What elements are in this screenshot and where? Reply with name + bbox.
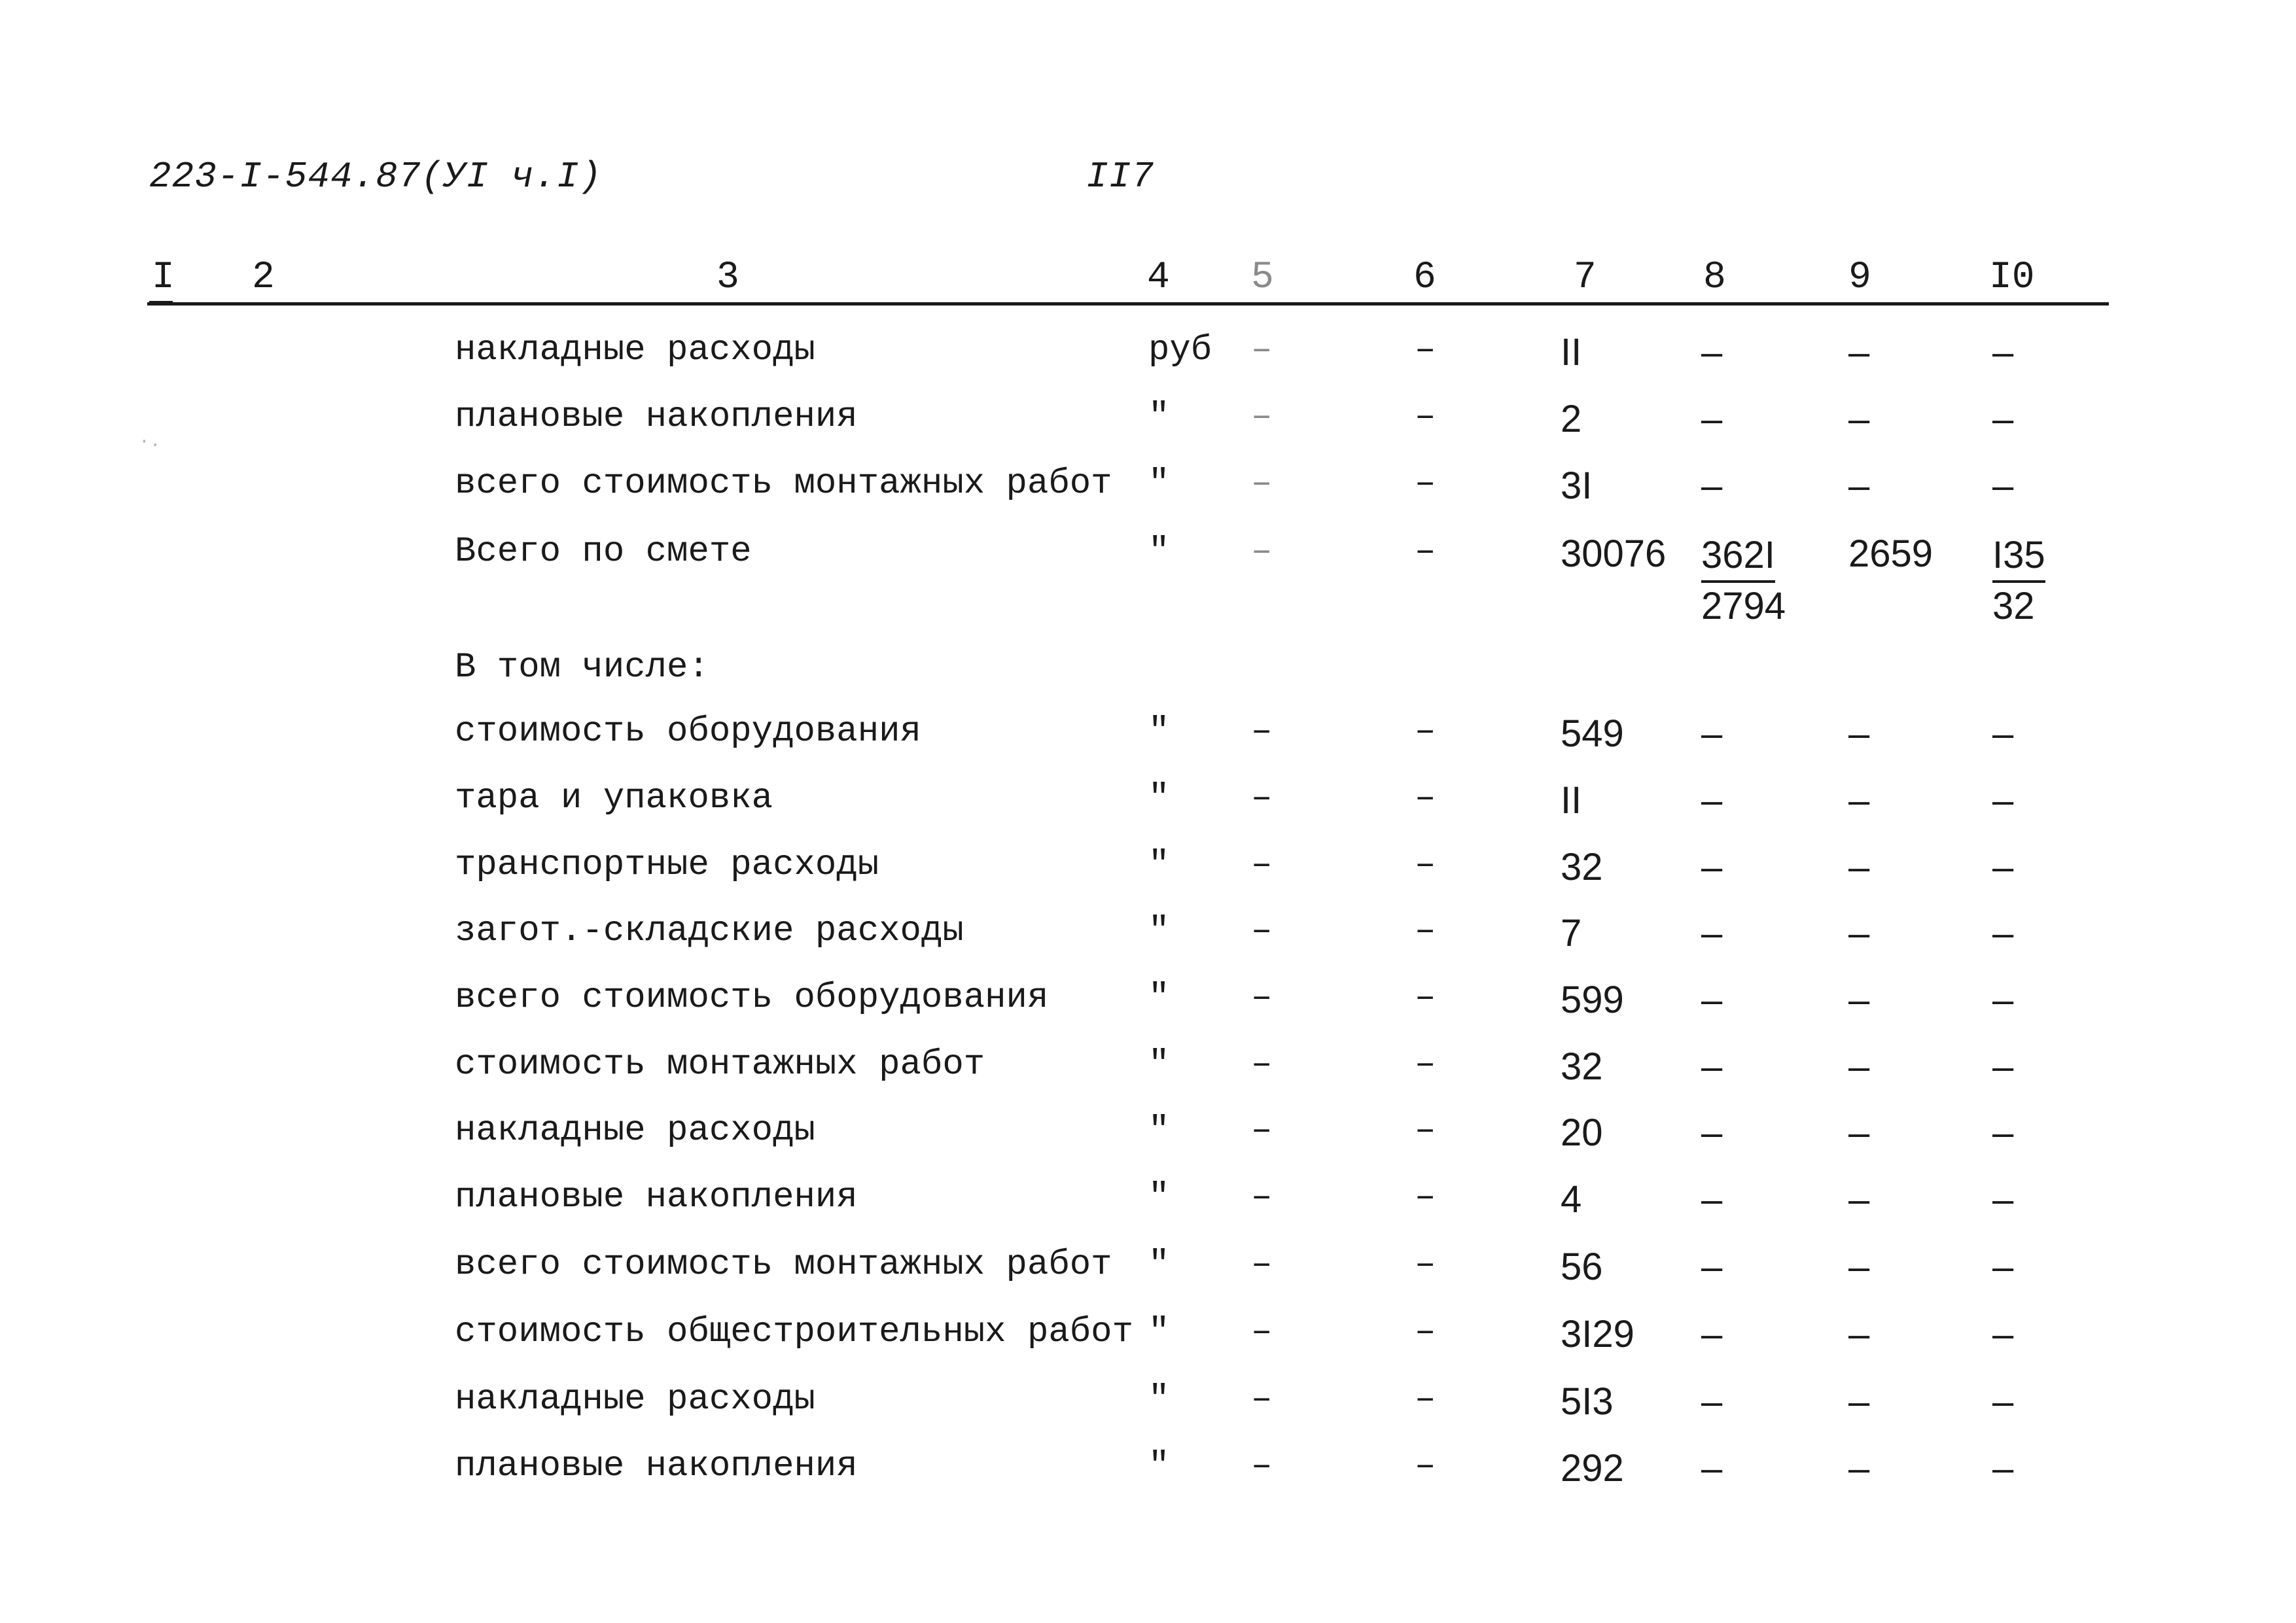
- item-name: всего стоимость оборудования: [455, 978, 1049, 1018]
- col8-value: –: [1701, 779, 1723, 822]
- col8-value: –: [1701, 912, 1723, 954]
- table-row-total: [0, 532, 2296, 630]
- table-row: [0, 1312, 2296, 1371]
- col5-value: –: [1251, 1111, 1273, 1151]
- col5-value: –: [1251, 778, 1273, 818]
- col5-value: –: [1251, 532, 1273, 572]
- col9-value: –: [1848, 846, 1870, 888]
- table-row: [0, 397, 2296, 456]
- item-name: накладные расходы: [455, 1111, 815, 1151]
- col10-value: –: [1992, 712, 2014, 755]
- col9-value: –: [1848, 464, 1870, 507]
- table-row: [0, 1178, 2296, 1236]
- table-row: [0, 845, 2296, 904]
- col7-value: 292: [1561, 1447, 1624, 1490]
- unit: ": [1148, 978, 1170, 1018]
- col8-value: –: [1701, 398, 1723, 440]
- unit: ": [1148, 778, 1170, 818]
- col10-value: –: [1992, 331, 2014, 374]
- column-header-8: 8: [1703, 256, 1726, 299]
- col7-value: II: [1561, 331, 1582, 374]
- unit: ": [1148, 1178, 1170, 1217]
- col8-value: –: [1701, 1111, 1723, 1154]
- col6-value: –: [1415, 1446, 1436, 1486]
- col10-value: –: [1992, 1380, 2014, 1423]
- table-row: [0, 1245, 2296, 1304]
- col8-value: –: [1701, 1045, 1723, 1088]
- item-name: стоимость оборудования: [455, 712, 921, 752]
- column-header-6: 6: [1413, 256, 1436, 299]
- col6-value: –: [1415, 532, 1436, 572]
- unit: ": [1148, 397, 1170, 437]
- item-name: всего стоимость монтажных работ: [455, 464, 1112, 504]
- unit: ": [1148, 1111, 1170, 1151]
- col9-value: –: [1848, 979, 1870, 1021]
- col9-value: –: [1848, 912, 1870, 954]
- col5-value: –: [1251, 330, 1273, 370]
- section-heading: В том числе:: [455, 648, 709, 688]
- col10-value: –: [1992, 1447, 2014, 1490]
- unit: руб: [1148, 330, 1212, 370]
- col5-value: –: [1251, 1045, 1273, 1085]
- col8-value: –: [1701, 464, 1723, 507]
- col7-value: 5I3: [1561, 1380, 1614, 1423]
- item-name: тара и упаковка: [455, 778, 773, 818]
- col7-value: 3I29: [1561, 1313, 1634, 1355]
- column-header-5: 5: [1251, 256, 1274, 299]
- col9-value: –: [1848, 1111, 1870, 1154]
- col5-value: –: [1251, 978, 1273, 1018]
- item-name: Всего по смете: [455, 532, 752, 572]
- col7-value: 32: [1561, 846, 1603, 888]
- col7-value: 32: [1561, 1045, 1603, 1088]
- unit: ": [1148, 1045, 1170, 1085]
- col9-value: –: [1848, 712, 1870, 755]
- col6-value: –: [1415, 464, 1436, 504]
- table-row: [0, 712, 2296, 771]
- item-name: загот.-складские расходы: [455, 911, 964, 951]
- table-row: [0, 1446, 2296, 1505]
- item-name: плановые накопления: [455, 1178, 858, 1217]
- table-row: [0, 330, 2296, 389]
- col8-value: –: [1701, 1313, 1723, 1355]
- unit: ": [1148, 712, 1170, 752]
- col8-value: –: [1701, 979, 1723, 1021]
- col7-value: 2: [1561, 398, 1582, 440]
- col10-numerator: I35: [1992, 532, 2045, 583]
- scan-artifact: ·.: [139, 432, 161, 452]
- col5-value: –: [1251, 911, 1273, 951]
- col6-value: –: [1415, 845, 1436, 885]
- column-header-4: 4: [1147, 256, 1170, 299]
- col9-value: –: [1848, 1045, 1870, 1088]
- col6-value: –: [1415, 778, 1436, 818]
- col5-value: –: [1251, 1380, 1273, 1420]
- col8-value: –: [1701, 1380, 1723, 1423]
- item-name: стоимость общестроительных работ: [455, 1312, 1133, 1352]
- column-header-7: 7: [1574, 256, 1597, 299]
- col8-value: –: [1701, 1178, 1723, 1221]
- col5-value: –: [1251, 1312, 1273, 1352]
- unit: ": [1148, 911, 1170, 951]
- col7-value: 7: [1561, 912, 1582, 954]
- col5-value: –: [1251, 712, 1273, 752]
- col6-value: –: [1415, 911, 1436, 951]
- column-header-1: I: [152, 256, 175, 299]
- col10-value: –: [1992, 1111, 2014, 1154]
- unit: ": [1148, 532, 1170, 572]
- col9-value: –: [1848, 1447, 1870, 1490]
- item-name: транспортные расходы: [455, 845, 879, 885]
- col9-value: –: [1848, 331, 1870, 374]
- col7-value: 599: [1561, 979, 1624, 1021]
- col10-value: –: [1992, 1178, 2014, 1221]
- col6-value: –: [1415, 1045, 1436, 1085]
- col10-value: –: [1992, 846, 2014, 888]
- table-row: [0, 1380, 2296, 1439]
- col7-value: 549: [1561, 712, 1624, 755]
- col9-value: –: [1848, 1313, 1870, 1355]
- item-name: стоимость монтажных работ: [455, 1045, 985, 1085]
- column-header-3: 3: [716, 256, 739, 299]
- col10-value: –: [1992, 1045, 2014, 1088]
- table-row: [0, 911, 2296, 970]
- item-name: плановые накопления: [455, 397, 858, 437]
- item-name: всего стоимость монтажных работ: [455, 1245, 1112, 1285]
- col6-value: –: [1415, 1380, 1436, 1420]
- col7-value: 3I: [1561, 464, 1593, 507]
- col7-value: II: [1561, 779, 1582, 822]
- col5-value: –: [1251, 845, 1273, 885]
- col9-value: –: [1848, 398, 1870, 440]
- col7-value: 30076: [1561, 532, 1667, 575]
- table-row: [0, 1111, 2296, 1170]
- col5-value: –: [1251, 1245, 1273, 1285]
- table-row: [0, 978, 2296, 1037]
- unit: ": [1148, 1446, 1170, 1486]
- section-heading-row: [0, 648, 2296, 707]
- col6-value: –: [1415, 978, 1436, 1018]
- col5-value: –: [1251, 464, 1273, 504]
- col8-value: –: [1701, 331, 1723, 374]
- col8-numerator: 362I: [1701, 532, 1775, 583]
- col9-value: 2659: [1848, 532, 1934, 575]
- unit: ": [1148, 1380, 1170, 1420]
- col10-value: –: [1992, 979, 2014, 1021]
- column-header-10: I0: [1989, 256, 2035, 299]
- col10-value: –: [1992, 779, 2014, 822]
- column-header-9: 9: [1848, 256, 1871, 299]
- item-name: накладные расходы: [455, 330, 815, 370]
- col8-value: –: [1701, 712, 1723, 755]
- col6-value: –: [1415, 397, 1436, 437]
- col9-value: –: [1848, 1380, 1870, 1423]
- col6-value: –: [1415, 1111, 1436, 1151]
- col10-value: –: [1992, 1313, 2014, 1355]
- document-code: 223-I-544.87(УI ч.I): [149, 156, 603, 198]
- page-number: II7: [1086, 156, 1154, 198]
- col5-value: –: [1251, 1446, 1273, 1486]
- unit: ": [1148, 464, 1170, 504]
- col9-value: –: [1848, 779, 1870, 822]
- col7-value: 20: [1561, 1111, 1603, 1154]
- col8-value: –: [1701, 1246, 1723, 1288]
- unit: ": [1148, 1312, 1170, 1352]
- table-row: [0, 1045, 2296, 1104]
- col10-value: –: [1992, 1246, 2014, 1288]
- col10-value: –: [1992, 912, 2014, 954]
- item-name: накладные расходы: [455, 1380, 815, 1420]
- col6-value: –: [1415, 1312, 1436, 1352]
- col10-value: –: [1992, 398, 2014, 440]
- unit: ": [1148, 845, 1170, 885]
- col9-value: –: [1848, 1246, 1870, 1288]
- column-header-2: 2: [252, 256, 275, 299]
- header-rule: [147, 302, 2109, 305]
- item-name: плановые накопления: [455, 1446, 858, 1486]
- col8-fraction: [1701, 532, 1786, 630]
- table-row: [0, 778, 2296, 837]
- col6-value: –: [1415, 1178, 1436, 1217]
- col6-value: –: [1415, 712, 1436, 752]
- col9-value: –: [1848, 1178, 1870, 1221]
- col6-value: –: [1415, 1245, 1436, 1285]
- col10-fraction: [1992, 532, 2045, 630]
- col7-value: 4: [1561, 1178, 1582, 1221]
- col7-value: 56: [1561, 1246, 1603, 1288]
- col8-value: –: [1701, 846, 1723, 888]
- col10-denominator: 32: [1992, 585, 2035, 627]
- table-row: [0, 464, 2296, 523]
- col8-value: –: [1701, 1447, 1723, 1490]
- col5-value: –: [1251, 397, 1273, 437]
- col8-denominator: 2794: [1701, 585, 1786, 627]
- col6-value: –: [1415, 330, 1436, 370]
- col5-value: –: [1251, 1178, 1273, 1217]
- unit: ": [1148, 1245, 1170, 1285]
- col10-value: –: [1992, 464, 2014, 507]
